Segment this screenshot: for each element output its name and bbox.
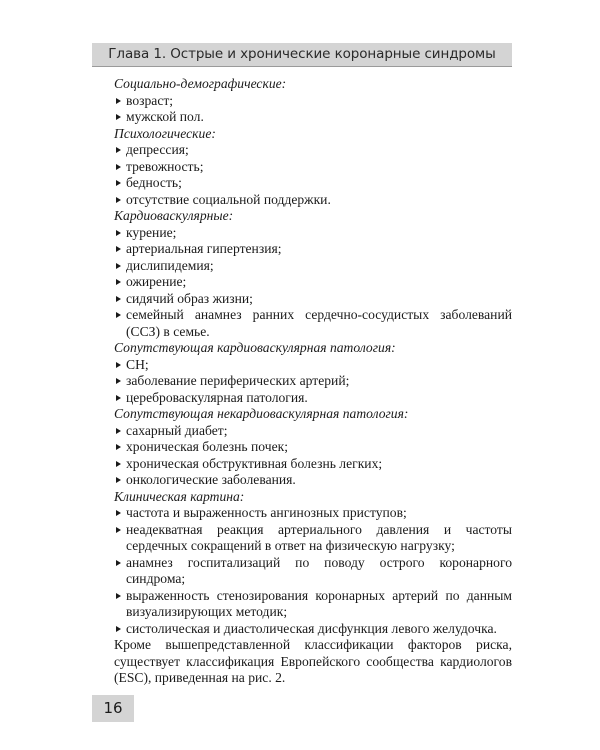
list-item-text: цереброваскулярная патология. [126,389,308,405]
triangle-bullet-icon [116,461,121,467]
list-item [114,159,512,176]
list-item-text: курение; [126,224,177,240]
triangle-bullet-icon [116,263,121,269]
list-item [114,357,512,374]
section-title: Сопутствующая кардиоваскулярная патология: [114,340,396,355]
list-item-text: бедность; [126,175,182,190]
section-title: Клиническая картина: [114,488,245,504]
triangle-bullet-icon [116,395,121,401]
triangle-bullet-icon [116,510,121,516]
bullet-list [114,423,512,489]
list-item [114,505,512,522]
risk-section [114,489,512,638]
list-item-text: ожирение; [126,274,187,289]
triangle-bullet-icon [116,378,121,384]
triangle-bullet-icon [116,246,121,252]
triangle-bullet-icon [116,114,121,120]
risk-section [114,406,512,489]
list-item-text: хроническая обструктивная болезнь легких; [126,455,383,471]
page-number: 16 [92,695,134,722]
list-item [114,621,512,638]
list-item [114,456,512,473]
list-item [114,291,512,308]
list-item-text: анамнез госпитализаций по поводу острого коронарного синдрома; [126,554,512,586]
triangle-bullet-icon [116,279,121,285]
triangle-bullet-icon [116,593,121,599]
list-item-text: депрессия; [126,142,189,157]
list-item [114,225,512,242]
triangle-bullet-icon [116,362,121,368]
list-item [114,373,512,390]
list-item-text: неадекватная реакция артериального давления и частоты сердечных сокращений в ответ на физическую нагрузку; [126,521,512,553]
triangle-bullet-icon [116,197,121,203]
triangle-bullet-icon [116,428,121,434]
list-item-text: сахарный диабет; [126,422,228,438]
list-item [114,241,512,258]
list-item [114,175,512,192]
list-item-text: возраст; [126,92,174,108]
triangle-bullet-icon [116,527,121,533]
list-item-text: хроническая болезнь почек; [126,439,288,454]
list-item [114,522,512,555]
bullet-list [114,505,512,637]
list-item-text: дислипидемия; [126,257,214,273]
section-title: Кардиоваскулярные: [114,208,234,223]
page-content [114,76,512,687]
list-item-text: СН; [126,356,149,372]
list-item [114,192,512,209]
list-item [114,258,512,275]
risk-factor-sections [114,76,512,637]
section-title: Социально-демографические: [114,76,287,91]
risk-section [114,76,512,126]
list-item [114,472,512,489]
list-item [114,439,512,456]
list-item-text: мужской пол. [126,109,204,124]
triangle-bullet-icon [116,98,121,104]
triangle-bullet-icon [116,230,121,236]
triangle-bullet-icon [116,626,121,632]
triangle-bullet-icon [116,147,121,153]
risk-section [114,208,512,340]
section-title: Сопутствующая некардиоваскулярная патология: [114,406,409,421]
list-item-text: частота и выраженность ангинозных приступов; [126,505,407,520]
triangle-bullet-icon [116,477,121,483]
list-item [114,142,512,159]
list-item [114,109,512,126]
running-header: Глава 1. Острые и хронические коронарные синдромы [92,43,512,67]
list-item-text: систолическая и диастолическая дисфункция левого желудочка. [126,620,497,636]
bullet-list [114,142,512,208]
list-item-text: артериальная гипертензия; [126,241,282,256]
triangle-bullet-icon [116,444,121,450]
list-item-text: заболевание периферических артерий; [126,373,350,388]
bullet-list [114,357,512,407]
bullet-list [114,225,512,341]
list-item [114,274,512,291]
list-item [114,307,512,340]
risk-section [114,126,512,209]
list-item [114,93,512,110]
triangle-bullet-icon [116,296,121,302]
bullet-list [114,93,512,126]
closing-paragraph: Кроме вышепредставленной классификации факторов риска, существует классификация Европейского сообщества кардиологов (ESC), приведенная на рис. 2. [114,637,512,685]
list-item-text: семейный анамнез ранних сердечно-сосудистых заболеваний (ССЗ) в семье. [126,307,512,339]
triangle-bullet-icon [116,180,121,186]
list-item-text: онкологические заболевания. [126,472,296,487]
list-item [114,390,512,407]
triangle-bullet-icon [116,312,121,318]
triangle-bullet-icon [116,560,121,566]
list-item [114,423,512,440]
triangle-bullet-icon [116,164,121,170]
risk-section [114,340,512,406]
list-item-text: выраженность стенозирования коронарных артерий по данным визуализирующих методик; [126,587,512,619]
list-item-text: отсутствие социальной поддержки. [126,191,331,207]
section-title: Психологические: [114,125,216,141]
list-item [114,588,512,621]
list-item [114,555,512,588]
list-item-text: сидячий образ жизни; [126,290,253,306]
list-item-text: тревожность; [126,158,204,174]
